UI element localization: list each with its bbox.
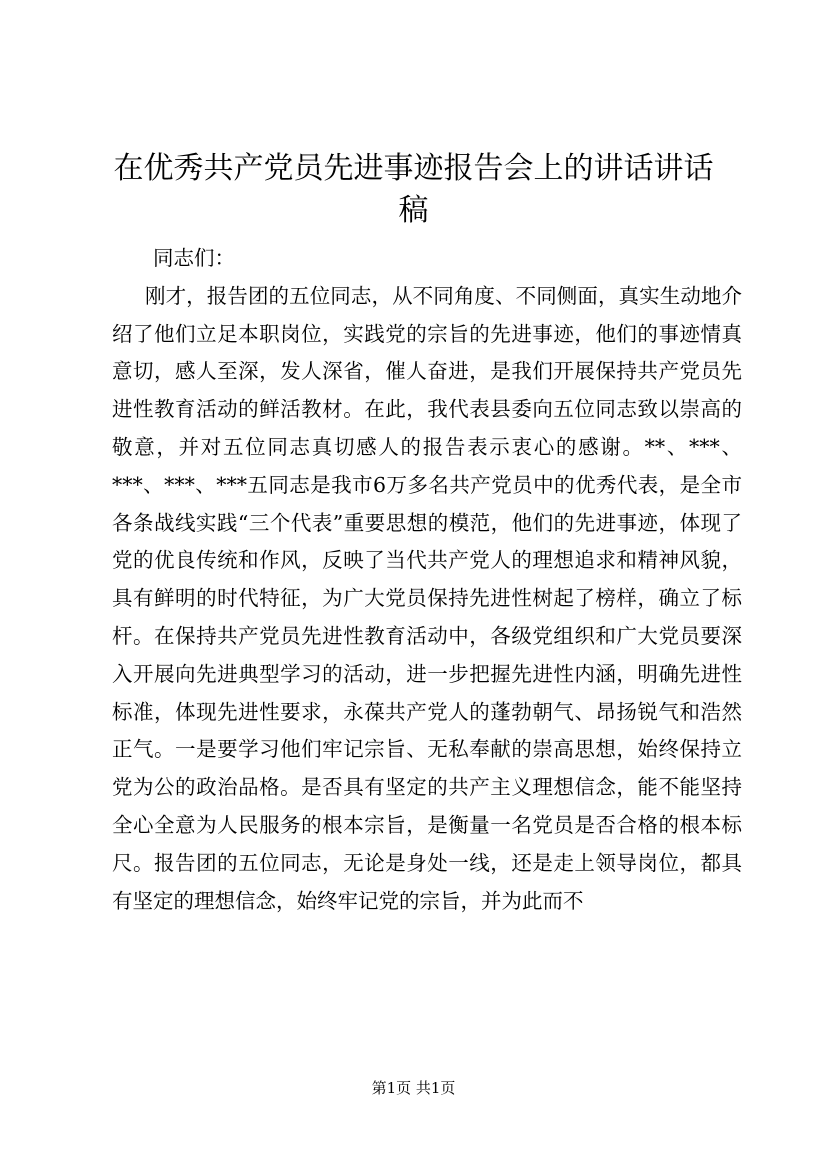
body-paragraph: 刚才，报告团的五位同志，从不同角度、不同侧面，真实生动地介绍了他们立足本职岗位，实践党的宗旨的先进事迹，他们的事迹情真意切，感人至深，发人深省，催人奋进，是我们开展保持共产党员先进性教育活动的鲜活教材。在此，我代表县委向五位同志致以崇高的敬意，并对五位同志真切感人的报告表示衷心的感谢。**、***、***、***、***五同志是我市6万多名共产党员中的优秀代表，是全市各条战线实践“三个代表”重要思想的模范，他们的先进事迹，体现了党的优良传统和作风，反映了当代共产党人的理想追求和精神风貌，具有鲜明的时代特征，为广大党员保持先进性树起了榜样，确立了标杆。在保持共产党员先进性教育活动中，各级党组织和广大党员要深入开展向先进典型学习的活动，进一步把握先进性内涵，明确先进性标准，体现先进性要求，永葆共产党人的蓬勃朝气、昂扬锐气和浩然正气。一是要学习他们牢记宗旨、无私奉献的崇高思想，始终保持立党为公的政治品格。是否具有坚定的共产主义理想信念，能不能坚持全心全意为人民服务的根本宗旨，是衡量一名党员是否合格的根本标尺。报告团的五位同志，无论是身处一线，还是走上领导岗位，都具有坚定的理想信念，始终牢记党的宗旨，并为此而不: [112, 283, 742, 913]
document-body: [112, 240, 742, 920]
salutation: 同志们：: [153, 246, 235, 270]
document-title: 在优秀共产党员先进事迹报告会上的讲话讲话稿: [113, 151, 714, 228]
page-footer: 第1页 共1页: [371, 1079, 456, 1097]
